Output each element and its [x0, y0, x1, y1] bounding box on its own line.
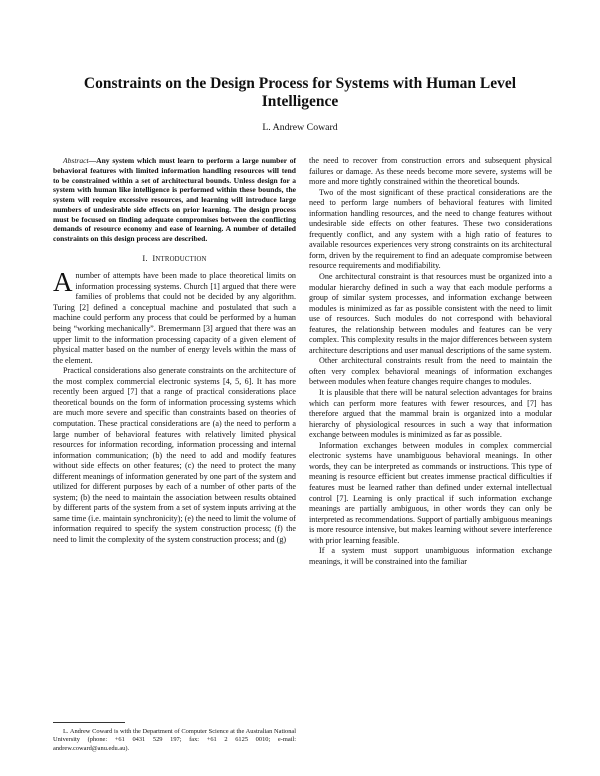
- abstract-label: Abstract: [63, 156, 89, 165]
- body-paragraph-3: Other architectural constraints result from the need to maintain the often very complex behavioral meanings of information exchanges between modules when feature changes require changes to modules.: [309, 356, 552, 387]
- intro-paragraph-2: Practical considerations also generate constraints on the architecture of the most complex commercial electronic systems [4, 5, 6]. It has more recently been argued [7] that a range of practical considerations place theoretical bounds on the form of information processing systems which are much more severe and specific than constraints based on theories of computation. These practical considerations are (a) the need to perform a large number of behavioral features with relatively limited physical resources for information recording, information processing and internal information communication; (b) the need to add and modify features without side effects on other features; (c) the need to protect the many different meanings of information generated by one part of the system and utilized for different purposes by each of a number of other parts of the system; (b) the need to maintain the association between results obtained by different parts of the system from a set of system inputs arriving at the same time (i.e. maintain synchronicity); (e) the need to limit the volume of information required to specify the system construction process; (f) the need to limit the complexity of the system construction process; and (g): [53, 366, 296, 544]
- section-heading-introduction: [53, 253, 296, 266]
- body-paragraph-4: It is plausible that there will be natural selection advantages for brains which can perform more features with fewer resources, and [7] has therefore argued that the mammal brain is organized into a modular hierarchy of physiological resources in such a way that information exchange between modules is minimized as far as possible.: [309, 388, 552, 440]
- body-paragraph-1: Two of the most significant of these practical considerations are the need to perform large numbers of behavioral features with limited information handling resources, and the need to change features without undesirable side effects on other features. These two considerations frequently conflict, and any system with a high ratio of features to available resources experiences very strong constraints on its architectural form, driven by the requirement to find an adequate compromise between resource requirements and modifiability.: [309, 187, 552, 271]
- intro-paragraph-1: [53, 267, 296, 366]
- body-paragraph-0: the need to recover from construction errors and subsequent physical failures or damage. As these needs become more severe, systems will be more and more tightly constrained within the theoretical bounds.: [309, 156, 552, 187]
- left-column: [53, 156, 296, 546]
- body-paragraph-6: If a system must support unambiguous information exchange meanings, it will be constrained into the familiar: [309, 546, 552, 566]
- section-numeral: I.: [142, 252, 148, 263]
- abstract: [53, 156, 296, 244]
- intro-paragraph-1-text: number of attempts have been made to place theoretical limits on information processing systems. Church [1] argued that there were families of problems that could not be decided by any algorithm. Turing [2] defined a conceptual machine and postulated that such a machine could perform any process that could be performed by a human being “working mechanically”. Bremermann [3] argued that there was an upper limit to the information processing capacity of a given element of physical matter based on the number of energy levels within the mass of the element.: [53, 271, 296, 365]
- body-paragraph-2: One architectural constraint is that resources must be organized into a modular hierarchy defined in such a way that each module performs a group of similar system processes, and information exchange between modules is minimized as far as possible consistent with the need to limit use of resources. Such modules do not correspond with behavioral features, the relationship between modules and features can be very complex. This complexity results in the major differences between system architecture descriptions and user manual descriptions of the same system.: [309, 272, 552, 355]
- section-rest: NTRODUCTION: [155, 255, 207, 263]
- footnote: L. Andrew Coward is with the Department of Computer Science at the Australian National University (phone: +61 0431 529 197; fax: +61 2 6125 0010; e-mail: andrew.coward@anu.edu.au).: [53, 728, 296, 752]
- drop-cap: A: [53, 267, 73, 298]
- author-name: L. Andrew Coward: [262, 122, 338, 133]
- footnote-rule: [53, 722, 125, 723]
- right-column: [309, 156, 552, 567]
- body-paragraph-5: Information exchanges between modules in complex commercial electronic systems have unambiguous behavioral meanings. In other words, they can be interpreted as commands or instructions. This type of meaning is resource efficient but creates immense practical difficulties if features must be learned rather than defined under external intellectual control [7]. Learning is only practical if such information exchange meanings are partially ambiguous, in other words they can only be interpreted as recommendations. Support of partially ambiguous meanings is more resource intensive, but makes learning without severe interference with prior learning feasible.: [309, 440, 552, 545]
- paper-title: Constraints on the Design Process for Systems with Human Level Intelligence: [83, 75, 517, 110]
- section-initial: I: [152, 252, 156, 263]
- abstract-text: —Any system which must learn to perform a large number of behavioral features with limited information handling resources will tend to be constrained within a set of architectural bounds. Unless design for a system with human like intelligence is performed within these bounds, the system will require excessive resources, and learning will introduce large numbers of undesirable side effects on prior learning. The design process must be focused on finding adequate compromises between the conflicting demands of resource economy and ease of learning. A number of detailed constraints on this design process are described.: [53, 156, 296, 243]
